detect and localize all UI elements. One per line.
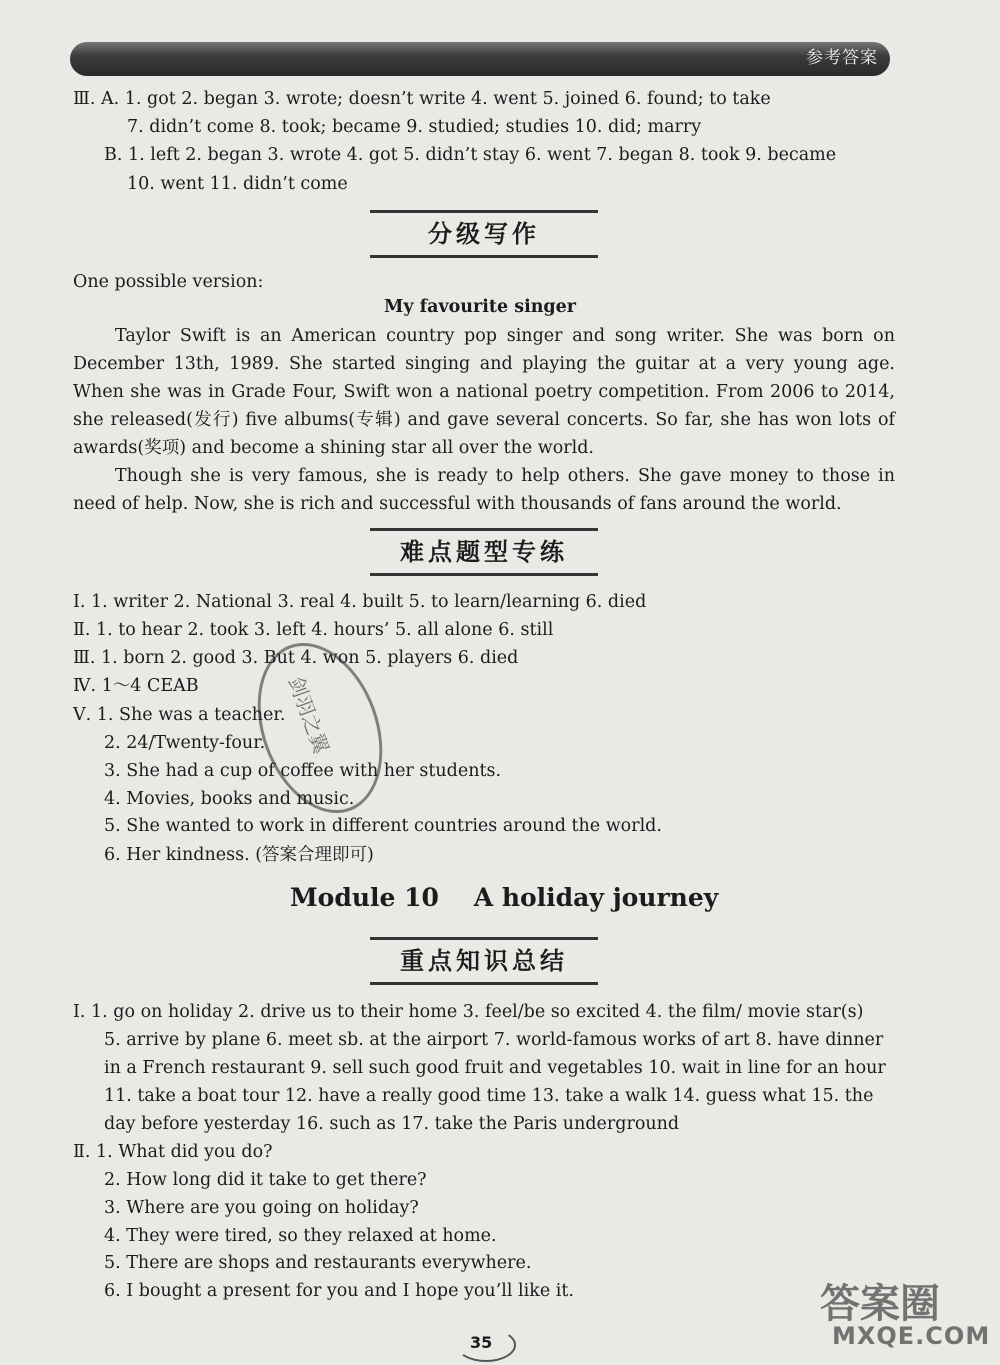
essay-paragraph-1: Taylor Swift is an American country pop singer and song writer. She was born on December 13th, 1989. She started singing and playing the guitar at a very young age. When she was in Grade Four, Swift won a national poetry competition. From 2006 to 2014, she released(发行) five albums(专辑) and gave several concerts. So far, she has won lots of awards(奖项) and become a shining star all over the world. <box>73 326 895 458</box>
section-title: 分级写作 <box>428 220 540 248</box>
answer-line: 5. She wanted to work in different countries around the world. <box>104 816 662 836</box>
answer-line: 3. Where are you going on holiday? <box>104 1198 419 1218</box>
writing-intro: One possible version: <box>73 272 264 292</box>
answer-line: 5. arrive by plane 6. meet sb. at the airport 7. world-famous works of art 8. have dinner <box>104 1030 884 1050</box>
section-title: 难点题型专练 <box>400 538 568 566</box>
answer-line: 4. They were tired, so they relaxed at home. <box>104 1226 497 1246</box>
answer-line: Ⅱ. 1. to hear 2. took 3. left 4. hours’ 5. all alone 6. still <box>73 620 554 640</box>
answer-line: Ⅰ. 1. writer 2. National 3. real 4. built 5. to learn/learning 6. died <box>73 592 647 612</box>
site-watermark <box>820 1272 990 1357</box>
header-label: 参考答案 <box>806 48 878 68</box>
answer-line: 3. She had a cup of coffee with her students. <box>104 761 502 781</box>
section-heading-difficult <box>370 528 598 576</box>
answer-line: 4. Movies, books and music. <box>104 789 355 809</box>
answer-line: in a French restaurant 9. sell such good fruit and vegetables 10. wait in line for an hour <box>104 1058 886 1078</box>
answer-line: 6. Her kindness. (答案合理即可) <box>104 845 374 865</box>
answer-line: Ⅲ. A. 1. got 2. began 3. wrote; doesn’t write 4. went 5. joined 6. found; to take <box>73 89 771 109</box>
answer-line: B. 1. left 2. began 3. wrote 4. got 5. didn’t stay 6. went 7. began 8. took 9. became <box>104 145 837 165</box>
module-title: Module 10 A holiday journey <box>290 883 719 912</box>
section-heading-writing <box>370 210 598 258</box>
watermark-url: MXQE.COM <box>832 1322 991 1350</box>
section-title: 重点知识总结 <box>400 947 568 975</box>
answer-line: 10. went 11. didn’t come <box>127 174 348 194</box>
answer-line: 2. How long did it take to get there? <box>104 1170 427 1190</box>
answer-line: Ⅰ. 1. go on holiday 2. drive us to their home 3. feel/be so excited 4. the film/ movie star(s) <box>73 1002 864 1022</box>
answer-line: 7. didn’t come 8. took; became 9. studied; studies 10. did; marry <box>127 117 702 137</box>
stamp-text: 剑羽之翼 <box>283 673 334 757</box>
answer-line: Ⅳ. 1～4 CEAB <box>73 676 199 696</box>
answer-line: Ⅱ. 1. What did you do? <box>73 1142 273 1162</box>
page-number: 35 <box>470 1333 493 1352</box>
answer-line: day before yesterday 16. such as 17. take the Paris underground <box>104 1114 680 1134</box>
answer-line: 6. I bought a present for you and I hope you’ll like it. <box>104 1281 574 1301</box>
answer-line: Ⅲ. 1. born 2. good 3. But 4. won 5. players 6. died <box>73 648 519 668</box>
header-bar <box>70 42 890 76</box>
essay-title: My favourite singer <box>383 297 577 317</box>
answer-line: 11. take a boat tour 12. have a really good time 13. take a walk 14. guess what 15. the <box>104 1086 874 1106</box>
answer-line: 5. There are shops and restaurants everywhere. <box>104 1253 532 1273</box>
section-heading-key <box>370 937 598 985</box>
answer-line: 2. 24/Twenty-four. <box>104 733 266 753</box>
answer-line: Ⅴ. 1. She was a teacher. <box>73 705 286 725</box>
watermark-logo-text: 答案圈 <box>820 1281 940 1327</box>
essay-paragraph-2: Though she is very famous, she is ready to help others. She gave money to those in need of help. Now, she is rich and successful with thousands of fans around the world. <box>73 466 895 514</box>
